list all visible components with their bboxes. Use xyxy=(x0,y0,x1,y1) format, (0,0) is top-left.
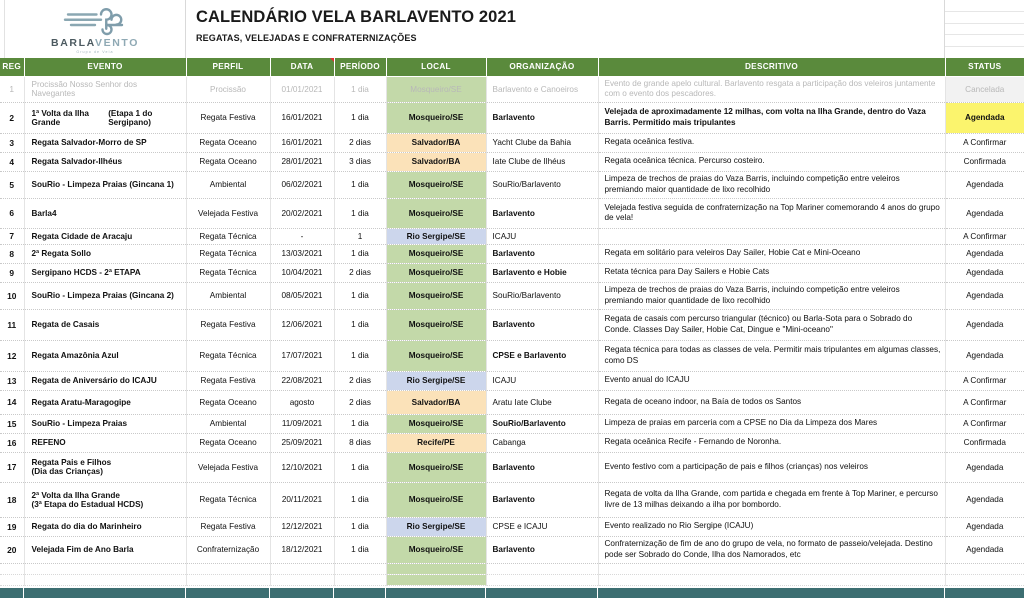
cell-descritivo[interactable] xyxy=(598,228,945,244)
cell-periodo[interactable]: 1 dia xyxy=(334,309,386,340)
col-header-perfil[interactable]: PERFIL xyxy=(186,58,270,76)
bottom-bar-segment xyxy=(486,588,598,598)
cell-perfil[interactable]: Confraternização xyxy=(186,536,270,563)
table-row[interactable] xyxy=(0,340,1024,371)
brand-tagline: Grupo de Vela xyxy=(76,49,114,54)
cell-data[interactable]: agosto xyxy=(270,390,334,414)
col-header-evento[interactable]: EVENTO xyxy=(24,58,186,76)
empty-cell xyxy=(945,35,1024,47)
cell-descritivo[interactable]: Regata oceânica técnica. Percurso costeiro. xyxy=(598,152,945,171)
cell-reg[interactable]: 15 xyxy=(0,414,24,433)
empty-cells-right xyxy=(945,0,1024,58)
cell-periodo[interactable]: 1 dia xyxy=(334,536,386,563)
cell-data[interactable]: 17/07/2021 xyxy=(270,340,334,371)
cell-descritivo[interactable]: Evento festivo com a participação de pais e filhos (crianças) nos veleiros xyxy=(598,452,945,482)
cell-status[interactable]: Cancelada xyxy=(945,76,1024,102)
cell-evento-line1: 2ª Volta da Ilha Grande xyxy=(31,490,120,500)
cell-data[interactable]: 20/11/2021 xyxy=(270,482,334,517)
cell-periodo[interactable]: 2 dias xyxy=(334,133,386,152)
bottom-bar-segment xyxy=(0,588,24,598)
cell-perfil[interactable]: Regata Festiva xyxy=(186,102,270,133)
cell-evento[interactable] xyxy=(24,482,186,517)
bottom-bar-segment xyxy=(598,588,945,598)
cell-periodo[interactable]: 2 dias xyxy=(334,390,386,414)
cell-perfil[interactable]: Procissão xyxy=(186,76,270,102)
empty-row[interactable] xyxy=(0,574,1024,585)
cell-local[interactable]: Mosqueiro/SE xyxy=(386,102,486,133)
cell-data[interactable]: - xyxy=(270,228,334,244)
cell-reg[interactable]: 6 xyxy=(0,198,24,228)
cell-local[interactable]: Mosqueiro/SE xyxy=(386,452,486,482)
cell-organizacao[interactable]: Cabanga xyxy=(486,433,598,452)
cell-periodo[interactable]: 1 dia xyxy=(334,244,386,263)
cell-organizacao[interactable]: Barlavento xyxy=(486,482,598,517)
empty-cell[interactable] xyxy=(386,574,486,585)
cell-local[interactable]: Rio Sergipe/SE xyxy=(386,517,486,536)
cell-periodo[interactable]: 1 dia xyxy=(334,198,386,228)
cell-perfil[interactable]: Regata Técnica xyxy=(186,263,270,282)
table-row[interactable] xyxy=(0,371,1024,390)
cell-organizacao[interactable]: CPSE e ICAJU xyxy=(486,517,598,536)
empty-cell xyxy=(945,12,1024,24)
cell-organizacao[interactable]: Barlavento xyxy=(486,536,598,563)
cell-organizacao[interactable]: Barlavento xyxy=(486,309,598,340)
table-row[interactable] xyxy=(0,133,1024,152)
cell-data[interactable]: 13/03/2021 xyxy=(270,244,334,263)
cell-local[interactable]: Mosqueiro/SE xyxy=(386,482,486,517)
cell-evento[interactable]: Regata Salvador-Ilhéus xyxy=(24,152,186,171)
table-row[interactable] xyxy=(0,536,1024,563)
cell-evento[interactable]: Sergipano HCDS - 2ª ETAPA xyxy=(24,263,186,282)
cell-evento[interactable]: Regata Salvador-Morro de SP xyxy=(24,133,186,152)
empty-cell[interactable] xyxy=(0,574,24,585)
cell-status[interactable]: Confirmada xyxy=(945,433,1024,452)
cell-data[interactable]: 16/01/2021 xyxy=(270,133,334,152)
cell-status[interactable]: Agendada xyxy=(945,102,1024,133)
cell-periodo[interactable]: 1 xyxy=(334,228,386,244)
col-header-descritivo[interactable]: DESCRITIVO xyxy=(598,58,945,76)
cell-status[interactable]: Agendada xyxy=(945,282,1024,309)
cell-periodo[interactable]: 1 dia xyxy=(334,102,386,133)
cell-reg[interactable]: 5 xyxy=(0,171,24,198)
cell-data[interactable]: 20/02/2021 xyxy=(270,198,334,228)
cell-evento-line1: Regata Pais e Filhos xyxy=(31,458,112,467)
cell-organizacao[interactable]: Barlavento xyxy=(486,244,598,263)
cell-evento[interactable]: SouRio - Limpeza Praias (Gincana 2) xyxy=(24,282,186,309)
cell-status[interactable]: A Confirmar xyxy=(945,390,1024,414)
table-row[interactable] xyxy=(0,309,1024,340)
cell-status[interactable]: Agendada xyxy=(945,244,1024,263)
bottom-bar-segment xyxy=(386,588,486,598)
cell-organizacao[interactable]: SouRio/Barlavento xyxy=(486,282,598,309)
cell-perfil[interactable]: Regata Técnica xyxy=(186,482,270,517)
cell-perfil[interactable]: Ambiental xyxy=(186,414,270,433)
cell-periodo[interactable]: 8 dias xyxy=(334,433,386,452)
cell-organizacao[interactable]: SouRio/Barlavento xyxy=(486,414,598,433)
cell-periodo[interactable]: 1 dia xyxy=(334,171,386,198)
cell-perfil[interactable]: Regata Oceano xyxy=(186,152,270,171)
empty-cell[interactable] xyxy=(334,563,386,574)
table-row[interactable] xyxy=(0,244,1024,263)
cell-descritivo[interactable]: Limpeza de trechos de praias do Vaza Barris, incluindo competição entre veleiros premiando maior quantidade de lixo recolhido xyxy=(598,282,945,309)
cell-status[interactable]: Agendada xyxy=(945,309,1024,340)
cell-descritivo[interactable]: Regata em solitário para veleiros Day Sailer, Hobie Cat e Mini-Oceano xyxy=(598,244,945,263)
cell-local[interactable]: Mosqueiro/SE xyxy=(386,198,486,228)
cell-status[interactable]: A Confirmar xyxy=(945,414,1024,433)
cell-perfil[interactable]: Ambiental xyxy=(186,282,270,309)
cell-reg[interactable]: 16 xyxy=(0,433,24,452)
empty-cell[interactable] xyxy=(598,563,945,574)
empty-cell[interactable] xyxy=(486,574,598,585)
cell-data[interactable]: 25/09/2021 xyxy=(270,433,334,452)
page-title: CALENDÁRIO VELA BARLAVENTO 2021 xyxy=(196,8,517,26)
cell-evento[interactable]: Regata de Aniversário do ICAJU xyxy=(24,371,186,390)
cell-reg[interactable]: 11 xyxy=(0,309,24,340)
bottom-bar-segment xyxy=(24,588,186,598)
cell-status[interactable]: A Confirmar xyxy=(945,371,1024,390)
cell-evento[interactable] xyxy=(24,452,186,482)
cell-local[interactable]: Mosqueiro/SE xyxy=(386,263,486,282)
cell-descritivo[interactable]: Regata de volta da Ilha Grande, com partida e chegada em frente à Top Mariner, e percurso livre de 13 milhas deixando a ilha por bombordo. xyxy=(598,482,945,517)
cell-organizacao[interactable]: CPSE e Barlavento xyxy=(486,340,598,371)
cell-periodo[interactable]: 1 dia xyxy=(334,282,386,309)
cell-reg[interactable]: 13 xyxy=(0,371,24,390)
cell-reg[interactable]: 1 xyxy=(0,76,24,102)
cell-reg[interactable]: 17 xyxy=(0,452,24,482)
cell-descritivo[interactable]: Evento anual do ICAJU xyxy=(598,371,945,390)
cell-evento[interactable]: Regata Amazônia Azul xyxy=(24,340,186,371)
cell-status[interactable]: Confirmada xyxy=(945,152,1024,171)
bottom-bar-segment xyxy=(270,588,334,598)
cell-descritivo[interactable]: Velejada festiva seguida de confraternização na Top Mariner comemorando 4 anos do grupo de vela! xyxy=(598,198,945,228)
cell-status[interactable]: Agendada xyxy=(945,452,1024,482)
cell-descritivo[interactable]: Velejada de aproximadamente 12 milhas, com volta na Ilha Grande, dentro do Vaza Barris. Permitido mais tripulantes xyxy=(598,102,945,133)
bottom-bar-segment xyxy=(186,588,270,598)
table-row[interactable] xyxy=(0,76,1024,102)
cell-status[interactable]: A Confirmar xyxy=(945,133,1024,152)
cell-descritivo[interactable]: Regata oceânica Recife - Fernando de Noronha. xyxy=(598,433,945,452)
empty-cell[interactable] xyxy=(334,574,386,585)
cell-local[interactable]: Salvador/BA xyxy=(386,390,486,414)
cell-descritivo[interactable]: Regata técnica para todas as classes de vela. Permitir mais tripulantes em algumas classes, como DS xyxy=(598,340,945,371)
cell-evento[interactable] xyxy=(24,102,186,133)
cell-reg[interactable]: 20 xyxy=(0,536,24,563)
cell-evento[interactable]: Regata de Casais xyxy=(24,309,186,340)
cell-perfil[interactable]: Velejada Festiva xyxy=(186,452,270,482)
cell-perfil[interactable]: Regata Técnica xyxy=(186,228,270,244)
cell-organizacao[interactable]: Barlavento e Canoeiros xyxy=(486,76,598,102)
cell-evento-part2: (Etapa 1 do Sergipano) xyxy=(108,108,153,127)
bottom-bar-segment xyxy=(945,588,1024,598)
cell-data[interactable]: 10/04/2021 xyxy=(270,263,334,282)
cell-local[interactable]: Mosqueiro/SE xyxy=(386,76,486,102)
cell-reg[interactable]: 18 xyxy=(0,482,24,517)
cell-organizacao[interactable]: Barlavento e Hobie xyxy=(486,263,598,282)
title-block xyxy=(186,0,945,58)
cell-evento[interactable]: SouRio - Limpeza Praias xyxy=(24,414,186,433)
cell-periodo[interactable]: 1 dia xyxy=(334,452,386,482)
col-header-data[interactable] xyxy=(270,58,334,76)
cell-evento[interactable]: Regata do dia do Marinheiro xyxy=(24,517,186,536)
sheet-title-band xyxy=(0,0,1024,58)
cell-descritivo[interactable]: Limpeza de praias em parceria com a CPSE no Dia da Limpeza dos Mares xyxy=(598,414,945,433)
cell-evento[interactable]: SouRio - Limpeza Praias (Gincana 1) xyxy=(24,171,186,198)
col-header-reg[interactable]: REG xyxy=(0,58,24,76)
cell-status[interactable]: Agendada xyxy=(945,263,1024,282)
empty-cell[interactable] xyxy=(486,563,598,574)
cell-descritivo[interactable]: Confraternização de fim de ano do grupo de vela, no formato de passeio/velejada. Destino pode ser Sobrado do Conde, Ilha dos Namorados, etc xyxy=(598,536,945,563)
cell-data[interactable]: 22/08/2021 xyxy=(270,371,334,390)
cell-perfil[interactable]: Regata Técnica xyxy=(186,340,270,371)
page-subtitle: REGATAS, VELEJADAS E CONFRATERNIZAÇÕES xyxy=(196,32,417,43)
table-row[interactable] xyxy=(0,171,1024,198)
cell-perfil[interactable]: Regata Oceano xyxy=(186,433,270,452)
cell-status[interactable]: A Confirmar xyxy=(945,228,1024,244)
cell-reg[interactable]: 7 xyxy=(0,228,24,244)
cell-evento[interactable]: 2ª Regata Sollo xyxy=(24,244,186,263)
cell-evento[interactable]: Regata Cidade de Aracaju xyxy=(24,228,186,244)
table-row[interactable] xyxy=(0,433,1024,452)
empty-cell[interactable] xyxy=(598,574,945,585)
cell-reg[interactable]: 10 xyxy=(0,282,24,309)
cell-evento[interactable]: Procissão Nosso Senhor dos Navegantes xyxy=(24,76,186,102)
brand-logo xyxy=(5,0,186,58)
empty-cell[interactable] xyxy=(186,563,270,574)
table-row[interactable] xyxy=(0,390,1024,414)
table-body xyxy=(0,76,1024,585)
cell-data[interactable]: 18/12/2021 xyxy=(270,536,334,563)
empty-cell[interactable] xyxy=(0,563,24,574)
empty-cell[interactable] xyxy=(945,574,1024,585)
empty-cell[interactable] xyxy=(186,574,270,585)
cell-descritivo[interactable]: Limpeza de trechos de praias do Vaza Barris, incluindo competição entre veleiros premiando maior quantidade de lixo recolhido xyxy=(598,171,945,198)
col-header-organizacao[interactable]: ORGANIZAÇÃO xyxy=(486,58,598,76)
table-row[interactable] xyxy=(0,414,1024,433)
empty-cell xyxy=(945,24,1024,36)
cell-local[interactable]: Salvador/BA xyxy=(386,133,486,152)
empty-cell[interactable] xyxy=(270,563,334,574)
cell-reg[interactable]: 12 xyxy=(0,340,24,371)
bottom-bar-segment xyxy=(334,588,386,598)
cell-organizacao[interactable]: Barlavento xyxy=(486,102,598,133)
cell-descritivo[interactable]: Regata de oceano indoor, na Baía de todos os Santos xyxy=(598,390,945,414)
cell-local[interactable]: Rio Sergipe/SE xyxy=(386,228,486,244)
cell-descritivo[interactable]: Regata de casais com percurso triangular (técnico) ou Barla-Sota para o Sobrado do Conde. Classes Day Sailer, Hobie Cat, Dingue e "Mini-oceano" xyxy=(598,309,945,340)
cell-descritivo[interactable]: Retata técnica para Day Sailers e Hobie Cats xyxy=(598,263,945,282)
cell-organizacao[interactable]: SouRio/Barlavento xyxy=(486,171,598,198)
cell-local[interactable]: Salvador/BA xyxy=(386,152,486,171)
cell-data[interactable]: 08/05/2021 xyxy=(270,282,334,309)
cell-organizacao[interactable]: Yacht Clube da Bahia xyxy=(486,133,598,152)
empty-cell[interactable] xyxy=(270,574,334,585)
cell-organizacao[interactable]: Aratu Iate Clube xyxy=(486,390,598,414)
brand-wordmark xyxy=(51,38,139,49)
table-row[interactable] xyxy=(0,263,1024,282)
cell-periodo[interactable]: 1 dia xyxy=(334,517,386,536)
cell-reg[interactable]: 2 xyxy=(0,102,24,133)
col-header-status[interactable]: STATUS xyxy=(945,58,1024,76)
cell-local[interactable]: Mosqueiro/SE xyxy=(386,282,486,309)
table-row[interactable] xyxy=(0,228,1024,244)
cell-organizacao[interactable]: Iate Clube de Ilhéus xyxy=(486,152,598,171)
cell-descritivo[interactable]: Regata oceânica festiva. xyxy=(598,133,945,152)
cell-local[interactable]: Recife/PE xyxy=(386,433,486,452)
cell-status[interactable]: Agendada xyxy=(945,340,1024,371)
cell-local[interactable]: Mosqueiro/SE xyxy=(386,171,486,198)
table-header-row xyxy=(0,58,1024,76)
table-row[interactable] xyxy=(0,102,1024,133)
cell-reg[interactable]: 8 xyxy=(0,244,24,263)
table-row[interactable] xyxy=(0,482,1024,517)
cell-evento[interactable]: Velejada Fim de Ano Barla xyxy=(24,536,186,563)
cell-evento-line2: (3ª Etapa do Estadual HCDS) xyxy=(31,499,144,509)
cell-periodo[interactable]: 1 dia xyxy=(334,414,386,433)
cell-local[interactable]: Mosqueiro/SE xyxy=(386,414,486,433)
cell-data[interactable]: 12/10/2021 xyxy=(270,452,334,482)
cell-data[interactable]: 06/02/2021 xyxy=(270,171,334,198)
cell-evento[interactable]: Regata Aratu-Maragogipe xyxy=(24,390,186,414)
cell-organizacao[interactable]: Barlavento xyxy=(486,452,598,482)
cell-data[interactable]: 12/12/2021 xyxy=(270,517,334,536)
cell-perfil[interactable]: Regata Oceano xyxy=(186,133,270,152)
cell-local[interactable]: Mosqueiro/SE xyxy=(386,536,486,563)
cell-local[interactable]: Mosqueiro/SE xyxy=(386,309,486,340)
cell-evento[interactable]: Barla4 xyxy=(24,198,186,228)
table-row[interactable] xyxy=(0,282,1024,309)
cell-perfil[interactable]: Ambiental xyxy=(186,171,270,198)
empty-row[interactable] xyxy=(0,563,1024,574)
cell-perfil[interactable]: Regata Festiva xyxy=(186,517,270,536)
empty-cell xyxy=(945,47,1024,58)
col-header-data-label: DATA xyxy=(290,62,314,72)
empty-cell[interactable] xyxy=(386,563,486,574)
empty-cell xyxy=(945,0,1024,12)
cell-local[interactable]: Rio Sergipe/SE xyxy=(386,371,486,390)
table-row[interactable] xyxy=(0,517,1024,536)
brand-word-second: VENTO xyxy=(94,36,139,49)
cell-periodo[interactable]: 1 dia xyxy=(334,340,386,371)
col-header-periodo[interactable]: PERÍODO xyxy=(334,58,386,76)
empty-cell[interactable] xyxy=(945,563,1024,574)
cell-periodo[interactable]: 2 dias xyxy=(334,371,386,390)
cell-data[interactable]: 11/09/2021 xyxy=(270,414,334,433)
cell-perfil[interactable]: Regata Técnica xyxy=(186,244,270,263)
cell-data[interactable]: 16/01/2021 xyxy=(270,102,334,133)
col-header-local[interactable]: LOCAL xyxy=(386,58,486,76)
cell-data[interactable]: 12/06/2021 xyxy=(270,309,334,340)
cell-reg[interactable]: 9 xyxy=(0,263,24,282)
brand-word-first: BARLA xyxy=(51,36,95,49)
cell-perfil[interactable]: Regata Oceano xyxy=(186,390,270,414)
calendar-table xyxy=(0,58,1024,586)
cell-reg[interactable]: 4 xyxy=(0,152,24,171)
cell-descritivo[interactable]: Evento de grande apelo cultural. Barlavento resgata a participação dos veleiros juntamente com o evento dos pescadores. xyxy=(598,76,945,102)
cell-status[interactable]: Agendada xyxy=(945,517,1024,536)
cell-perfil[interactable]: Regata Festiva xyxy=(186,309,270,340)
cell-evento[interactable]: REFENO xyxy=(24,433,186,452)
cell-periodo[interactable]: 1 dia xyxy=(334,482,386,517)
table-row[interactable] xyxy=(0,452,1024,482)
cell-organizacao[interactable]: ICAJU xyxy=(486,228,598,244)
comment-marker-icon xyxy=(330,58,334,62)
cell-status[interactable]: Agendada xyxy=(945,198,1024,228)
cell-evento-line2: (Dia das Crianças) xyxy=(31,467,103,476)
cell-organizacao[interactable]: ICAJU xyxy=(486,371,598,390)
cell-status[interactable]: Agendada xyxy=(945,482,1024,517)
wind-swirl-icon xyxy=(56,7,134,37)
cell-perfil[interactable]: Velejada Festiva xyxy=(186,198,270,228)
empty-cell[interactable] xyxy=(24,574,186,585)
cell-data[interactable]: 01/01/2021 xyxy=(270,76,334,102)
cell-status[interactable]: Agendada xyxy=(945,536,1024,563)
cell-local[interactable]: Mosqueiro/SE xyxy=(386,340,486,371)
cell-local[interactable]: Mosqueiro/SE xyxy=(386,244,486,263)
cell-reg[interactable]: 14 xyxy=(0,390,24,414)
cell-data[interactable]: 28/01/2021 xyxy=(270,152,334,171)
empty-cell[interactable] xyxy=(24,563,186,574)
cell-periodo[interactable]: 1 dia xyxy=(334,76,386,102)
cell-evento-part1: 1ª Volta da Ilha Grande xyxy=(31,108,89,127)
table-row[interactable] xyxy=(0,198,1024,228)
bottom-color-bar xyxy=(0,588,1024,598)
cell-perfil[interactable]: Regata Festiva xyxy=(186,371,270,390)
cell-periodo[interactable]: 3 dias xyxy=(334,152,386,171)
cell-status[interactable]: Agendada xyxy=(945,171,1024,198)
table-row[interactable] xyxy=(0,152,1024,171)
cell-reg[interactable]: 19 xyxy=(0,517,24,536)
cell-organizacao[interactable]: Barlavento xyxy=(486,198,598,228)
cell-periodo[interactable]: 2 dias xyxy=(334,263,386,282)
cell-reg[interactable]: 3 xyxy=(0,133,24,152)
cell-descritivo[interactable]: Evento realizado no Rio Sergipe (ICAJU) xyxy=(598,517,945,536)
